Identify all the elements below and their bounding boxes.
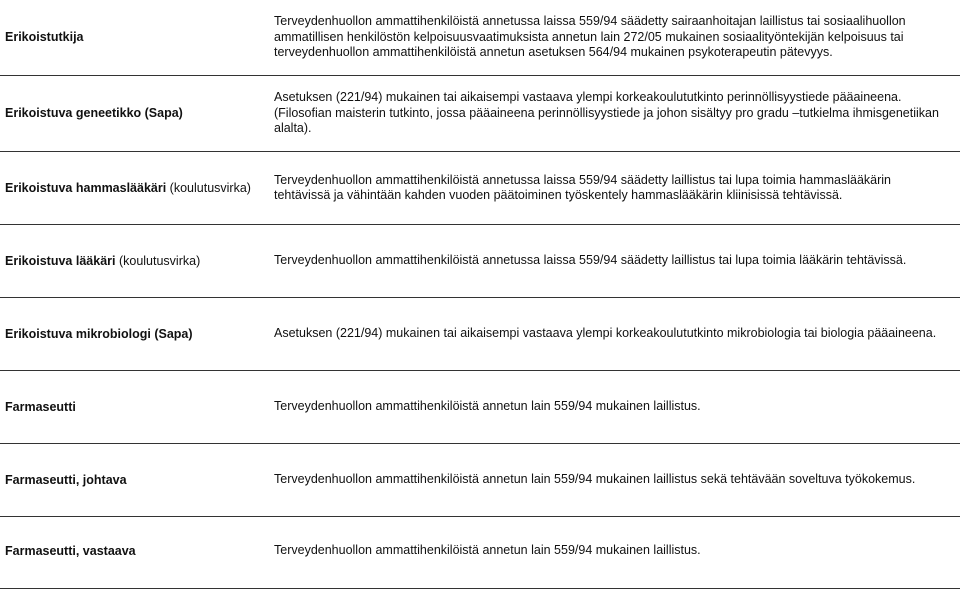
term-qualifier: (koulutusvirka) [166,180,251,195]
term-cell [0,544,262,559]
definition-cell: Terveydenhuollon ammattihenkilöistä annetun lain 559/94 mukainen laillistus sekä tehtävään soveltuva työkokemus. [274,472,916,487]
term-label: Erikoistuva hammaslääkäri [5,180,167,195]
definition-cell: Terveydenhuollon ammattihenkilöistä annetun lain 559/94 mukainen laillistus. [274,543,701,558]
term-cell [0,327,262,342]
table-row [0,76,960,151]
table-row [0,444,960,516]
term-label: Erikoistuva mikrobiologi (Sapa) [5,326,193,341]
table-row [0,152,960,224]
definition-cell: Terveydenhuollon ammattihenkilöistä annetussa laissa 559/94 säädetty sairaanhoitajan laillistus tai sosiaalihuollon ammatillisen henkilöstön kelpoisuusvaatimuksista annetun lain 272/05 mukainen sosiaalityöntekijän kelpoisuus tai terveydenhuollon ammattihenkilöistä annetun asetuksen 564/94 mukainen psykoterapeutin pätevyys. [274,14,906,60]
row-divider [0,588,960,589]
term-cell [0,254,262,269]
definition-cell: Terveydenhuollon ammattihenkilöistä annetun lain 559/94 mukainen laillistus. [274,399,701,414]
term-cell [0,30,262,45]
definition-cell: Terveydenhuollon ammattihenkilöistä annetussa laissa 559/94 säädetty laillistus tai lupa toimia lääkärin tehtävissä. [274,253,907,268]
term-cell [0,181,262,196]
table-row [0,0,960,75]
term-label: Erikoistuva lääkäri [5,253,116,268]
term-cell [0,473,262,488]
table-row [0,225,960,297]
term-label: Farmaseutti [5,399,76,414]
definition-cell: Terveydenhuollon ammattihenkilöistä annetussa laissa 559/94 säädetty laillistus tai lupa toimia hammaslääkärin tehtävissä ja vähintään kahden vuoden päätoiminen työskentely hammaslääkärin kliinisissä tehtävissä. [274,172,892,202]
term-cell [0,106,262,121]
term-label: Farmaseutti, johtava [5,472,127,487]
table-row [0,517,960,585]
term-cell [0,400,262,415]
table-row [0,371,960,443]
definition-cell: Asetuksen (221/94) mukainen tai aikaisempi vastaava ylempi korkeakoulututkinto perinnöllisyystiede pääaineena. (Filosofian maisterin tutkinto, jossa pääaineena perinnöllisyystiede ja johon sisältyy pro gradu –tutkielma ihmisgenetiikan alalta). [274,90,939,136]
term-label: Erikoistutkija [5,30,84,44]
table-row [0,298,960,370]
term-qualifier: (koulutusvirka) [115,253,201,268]
definition-cell: Asetuksen (221/94) mukainen tai aikaisempi vastaava ylempi korkeakoulututkinto mikrobiologia tai biologia pääaineena. [274,326,937,341]
term-label: Farmaseutti, vastaava [5,543,136,558]
term-label: Erikoistuva geneetikko (Sapa) [5,106,183,120]
